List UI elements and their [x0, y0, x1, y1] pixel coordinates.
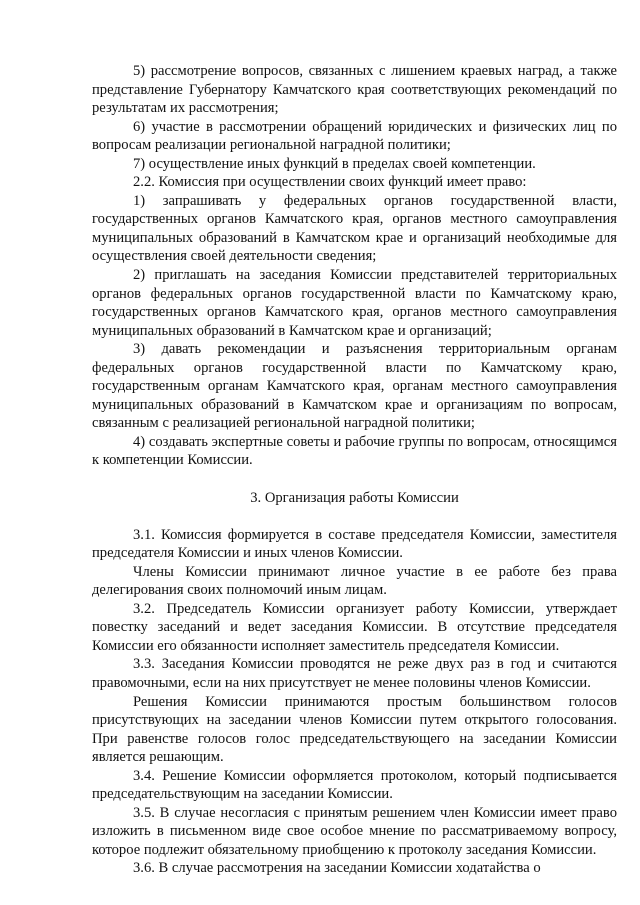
section-heading: 3. Организация работы Комиссии	[250, 490, 459, 507]
document-body	[92, 62, 617, 878]
paragraph-item-5: 5) рассмотрение вопросов, связанных с лишением краевых наград, а также представление Губернатору Камчатского края соответствующих рекомендаций по результатам их рассмотрения;	[92, 63, 617, 117]
paragraph-3-3: 3.3. Заседания Комиссии проводятся не реже двух раз в год и считаются правомочными, если на них присутствует не менее половины членов Комиссии.	[92, 656, 617, 691]
paragraph-members: Члены Комиссии принимают личное участие в ее работе без права делегирования своих полномочий иным лицам.	[92, 563, 617, 599]
paragraph-item-6: 6) участие в рассмотрении обращений юридических и физических лиц по вопросам реализации региональной наградной политики;	[92, 118, 617, 154]
paragraph-3-2: 3.2. Председатель Комиссии организует работу Комиссии, утверждает повестку заседаний и ведет заседания Комиссии. В отсутствие председателя Комиссии его обязанности исполняет заместитель председателя Комиссии.	[92, 600, 617, 654]
paragraph-3-4: 3.4. Решение Комиссии оформляется протоколом, который подписывается председательствующим на заседании Комиссии.	[92, 767, 617, 803]
paragraph-right-3: 3) давать рекомендации и разъяснения территориальным органам федеральных органов государственной власти по Камчатскому краю, государственным органам Камчатского края, органам местного самоуправления муниципальных образований в Камчатском крае и организациям по вопросам, связанным с реализацией региональной наградной политики;	[92, 341, 617, 432]
paragraph-item-7: 7) осуществление иных функций в пределах своей компетенции.	[133, 155, 536, 172]
paragraph-right-4: 4) создавать экспертные советы и рабочие группы по вопросам, относящимся к компетенции Комиссии.	[92, 433, 617, 469]
paragraph-3-6: 3.6. В случае рассмотрения на заседании Комиссии ходатайства о	[133, 860, 541, 877]
paragraph-right-2: 2) приглашать на заседания Комиссии представителей территориальных органов федеральных органов государственной власти по Камчатскому краю, государственных органов Камчатского края, органов местного самоуправления муниципальных образований в Камчатском крае и организаций;	[92, 267, 617, 339]
paragraph-3-1: 3.1. Комиссия формируется в составе председателя Комиссии, заместителя председателя Комиссии и иных членов Комиссии.	[92, 526, 617, 562]
paragraph-decisions: Решения Комиссии принимаются простым большинством голосов присутствующих на заседании членов Комиссии путем открытого голосования. При равенстве голосов голос председательствующего на заседании Комиссии является решающим.	[92, 693, 617, 766]
paragraph-2-2: 2.2. Комиссия при осуществлении своих функций имеет право:	[133, 174, 527, 191]
paragraph-3-5: 3.5. В случае несогласия с принятым решением член Комиссии имеет право изложить в письменном виде свое особое мнение по рассматриваемому вопросу, которое подлежит обязательному приобщению к протоколу заседания Комиссии.	[92, 804, 617, 858]
paragraph-right-1: 1) запрашивать у федеральных органов государственной власти, государственных органов Камчатского края, органов местного самоуправления муниципальных образований в Камчатском крае и организаций необходимые для осуществления своей деятельности сведения;	[92, 192, 617, 265]
